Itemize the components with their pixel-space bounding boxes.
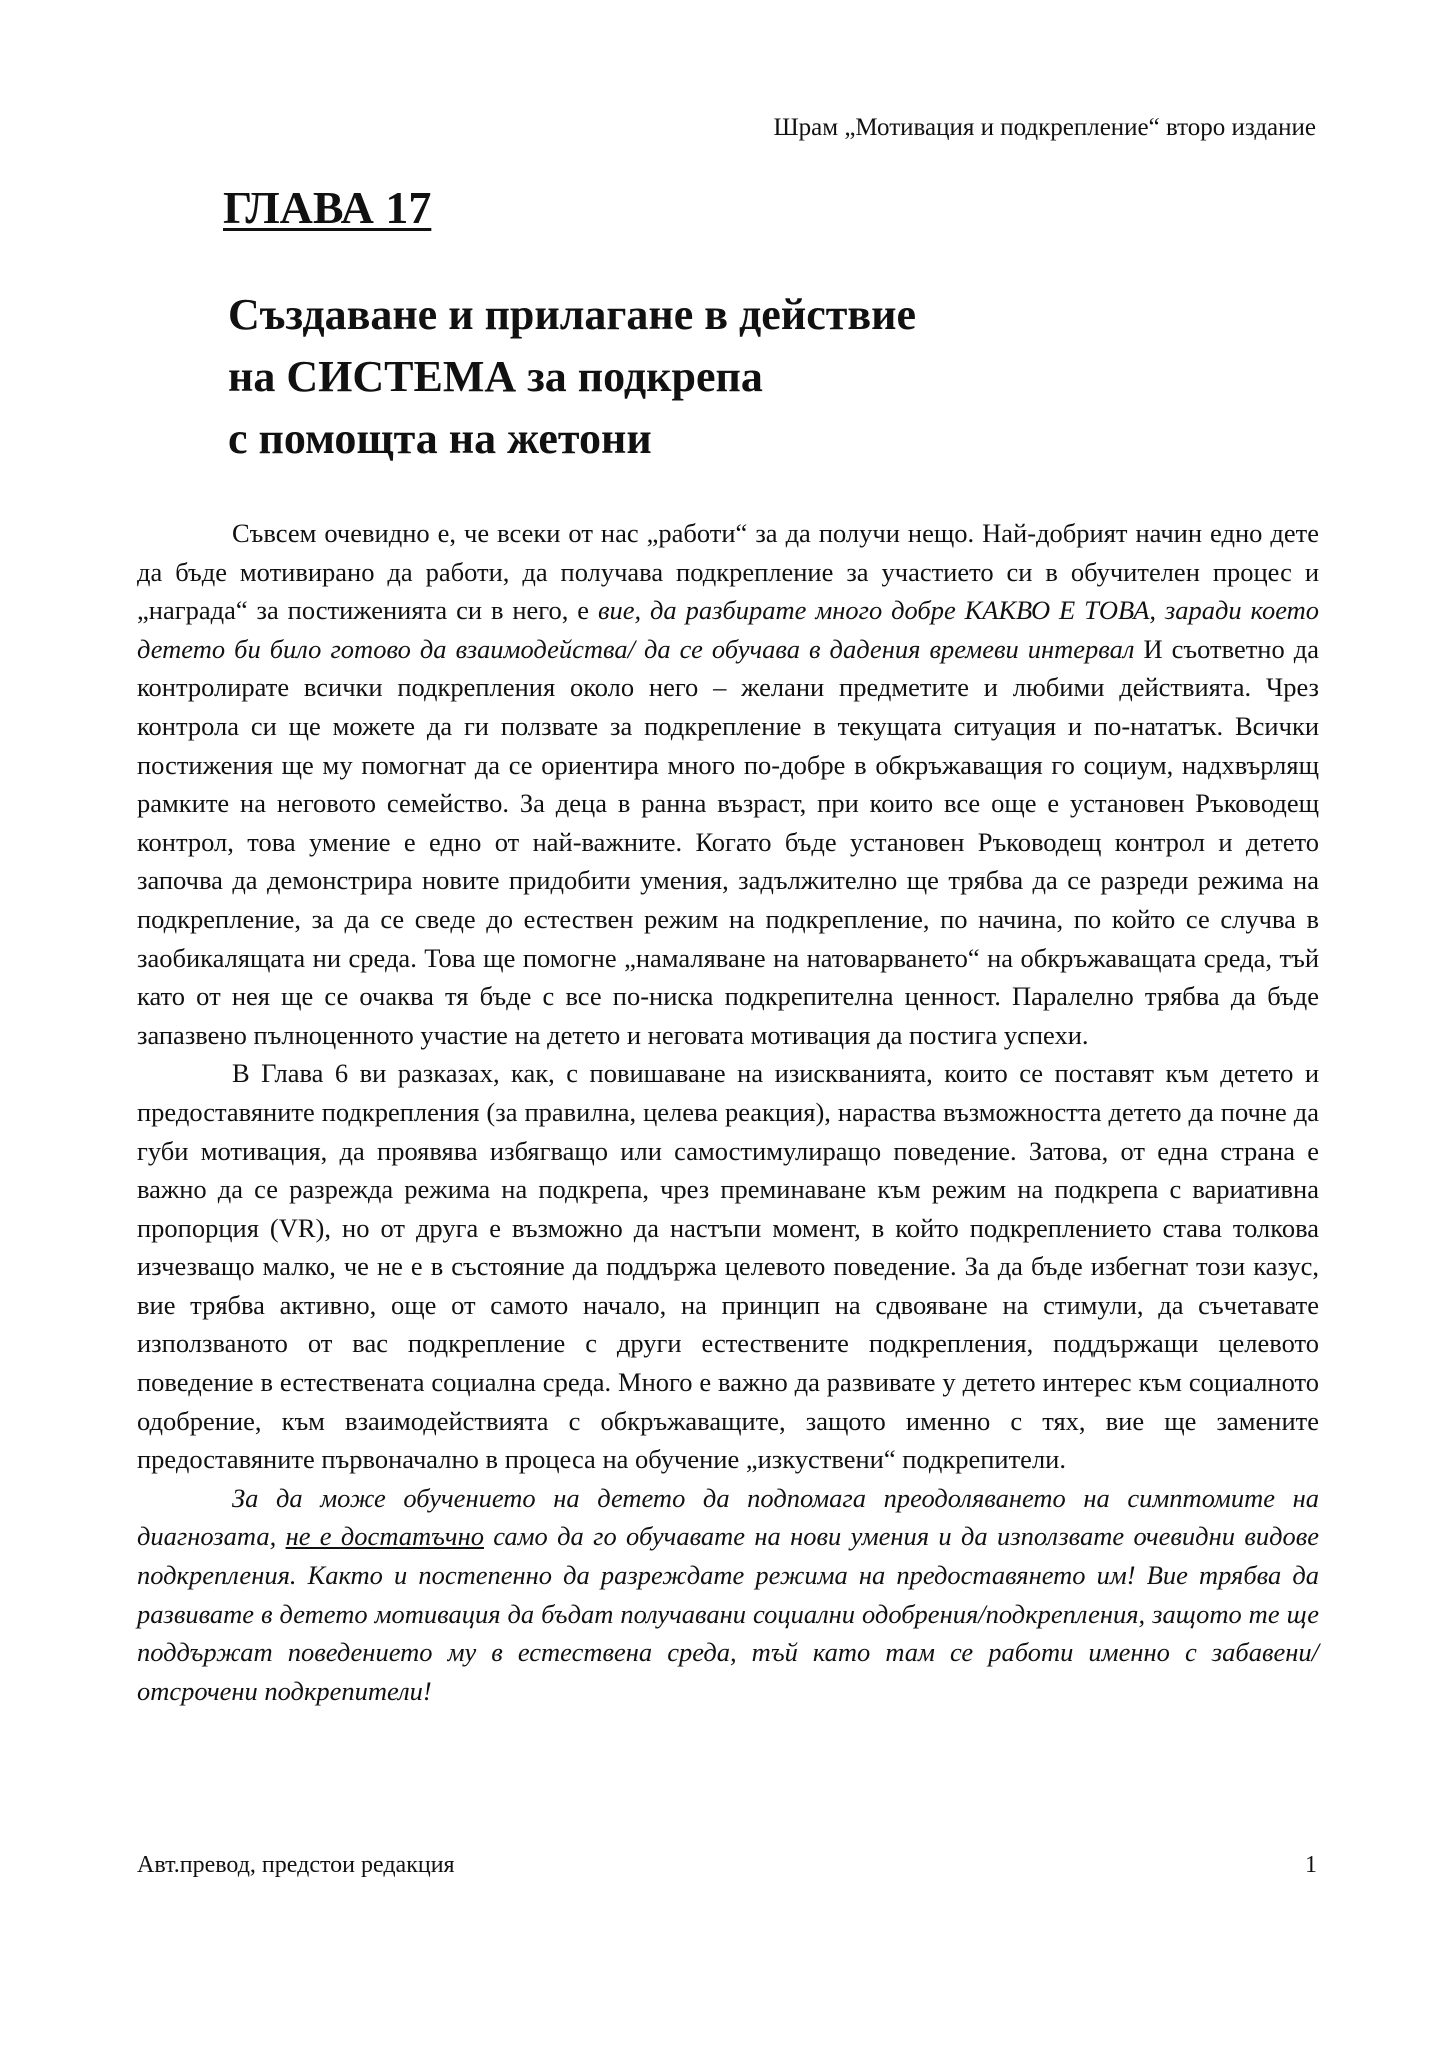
paragraph-1 <box>137 514 1319 1054</box>
chapter-heading: ГЛАВА 17 <box>223 182 432 233</box>
paragraph-3-italic-a: За да може обучението на детето да подпомага преодоляването на симптомите на диагнозата, <box>137 1482 1319 1552</box>
paragraph-2 <box>137 1054 1319 1479</box>
chapter-title-line-1: Създаване и прилагане в действие <box>228 290 916 339</box>
paragraph-1-text-a: Съвсем очевидно е, че всеки от нас „работи“ за да получи нещо. Най-добрият начин едно дете да бъде мотивирано да работи, да получава подкрепление за участието си в обучителен процес и „награда“ за постиженията си в него, е <box>137 518 1319 626</box>
paragraph-2-text: В Глава 6 ви разказах, как, с повишаване на изискванията, които се поставят към детето и предоставяните подкрепления (за правилна, целева реакция), нараства възможността детето да почне да губи мотивация, да проявява избягващо или самостимулиращо поведение. Затова, от една страна е важно да се разрежда режима на подкрепа, чрез преминаване към режим на подкрепа с вариативна пропорция (VR), но от друга е възможно да настъпи момент, в който подкреплението става толкова изчезващо малко, че не е в състояние да поддържа целевото поведение. За да бъде избегнат този казус, вие трябва активно, още от самото начало, на принцип на сдвояване на стимули, да съчетавате използваното от вас подкрепление с други естествените подкрепления, поддържащи целевото поведение в естествената социална среда. Много е важно да развивате у детето интерес към социалното одобрение, към взаимодействията с обкръжаващите, защото именно с тях, вие ще замените предоставяните първоначално в процеса на обучение „изкуствени“ подкрепители. <box>137 1058 1319 1475</box>
chapter-title-line-3: с помощта на жетони <box>228 414 652 463</box>
chapter-title <box>228 284 916 470</box>
body-text <box>137 514 1319 1710</box>
footer-note: Авт.превод, предстои редакция <box>137 1852 455 1878</box>
paragraph-3 <box>137 1479 1319 1711</box>
chapter-title-line-2: на СИСТЕМА за подкрепа <box>228 352 763 401</box>
running-header: Шрам „Мотивация и подкрепление“ второ издание <box>773 114 1316 141</box>
paragraph-3-italic-underlined: не е достатъчно <box>285 1521 484 1552</box>
page-number: 1 <box>1305 1852 1317 1878</box>
paragraph-3-italic-b: само да го обучавате на нови умения и да използвате очевидни видове подкрепления. Както и постепенно да разреждате режима на предоставянето им! Вие трябва да развивате в детето мотивация да бъдат получавани социални одобрения/подкрепления, защото те ще поддържат поведението му в естествена среда, тъй като там се работи именно с забавени/отсрочени подкрепители! <box>137 1521 1319 1706</box>
paragraph-1-italic: вие, да разбирате много добре КАКВО Е ТОВА, заради което детето би било готово да взаимодейства/ да се обучава в дадения времеви интервал <box>137 595 1319 664</box>
paragraph-1-text-b: И съответно да контролирате всички подкрепления около него – желани предметите и любими действията. Чрез контрола си ще можете да ги ползвате за подкрепление в текущата ситуация и по-нататък. Всички постижения ще му помогнат да се ориентира много по-добре в обкръжаващия го социум, надхвърлящ рамките на неговото семейство. За деца в ранна възраст, при които все още е установен Ръководещ контрол, това умение е едно от най-важните. Когато бъде установен Ръководещ контрол и детето започва да демонстрира новите придобити умения, задължително ще трябва да се разреди режима на подкрепление, за да се сведе до естествен режим на подкрепление, по начина, по който се случва в заобикалящата ни среда. Това ще помогне „намаляване на натоварването“ на обкръжаващата среда, тъй като от нея ще се очаква тя бъде с все по-ниска подкрепителна ценност. Паралелно трябва да бъде запазвено пълноценното участие на детето и неговата мотивация да постига успехи. <box>137 633 1319 1050</box>
